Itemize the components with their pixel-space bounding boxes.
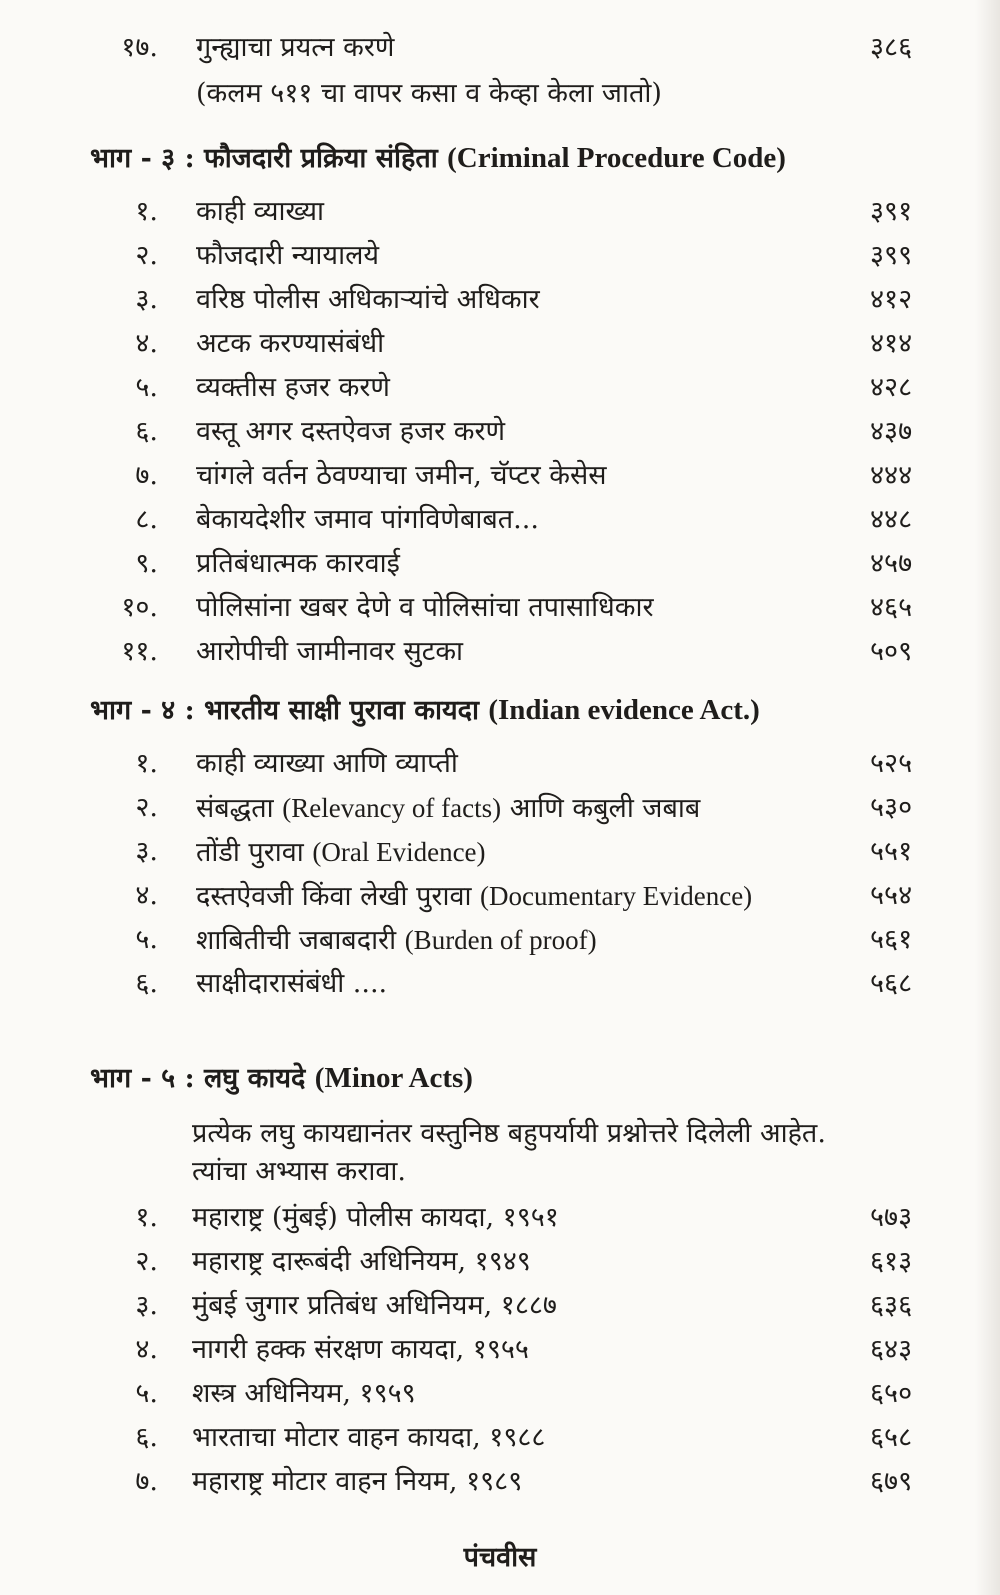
entry-number: ६. (135, 416, 158, 447)
entry-title: पोलिसांना खबर देणे व पोलिसांचा तपासाधिकार (196, 592, 654, 623)
entry-page: ४६५ (870, 592, 913, 623)
toc-entry (0, 832, 1000, 872)
entry-title: मुंबई जुगार प्रतिबंध अधिनियम, १८८७ (192, 1290, 557, 1321)
entry-page: ६५० (870, 1378, 913, 1409)
entry-number: २. (135, 792, 158, 823)
entry-page: ६४३ (870, 1334, 913, 1365)
part3-heading-devanagari: भाग - ३ : फौजदारी प्रक्रिया संहिता (90, 143, 438, 174)
entry-number: ६. (135, 1422, 158, 1453)
toc-entry (0, 1286, 1000, 1326)
entry-title: महाराष्ट्र (मुंबई) पोलीस कायदा, १९५१ (192, 1202, 559, 1233)
entry-page: ३८६ (870, 32, 913, 63)
entry-page: ५६८ (870, 968, 913, 999)
entry-page: ५२५ (870, 748, 913, 779)
entry-page: ४१४ (870, 328, 913, 359)
entry-title: अटक करण्यासंबंधी (196, 328, 385, 359)
toc-entry (0, 28, 1000, 68)
entry-number: २. (135, 240, 158, 271)
entry-number: २. (135, 1246, 158, 1277)
entry-number: ३. (135, 284, 158, 315)
entry-title: दस्तऐवजी किंवा लेखी पुरावा (Documentary Evidence) (196, 881, 753, 912)
entry-number: १. (135, 748, 158, 779)
entry-number: १०. (121, 592, 158, 623)
entry-number: ९. (135, 548, 158, 579)
entry-number: १. (135, 196, 158, 227)
entry-number: ५. (135, 924, 158, 955)
entry-title: वरिष्ठ पोलीस अधिकाऱ्यांचे अधिकार (196, 284, 540, 315)
part3-heading (90, 138, 786, 179)
entry-number: ४. (135, 880, 158, 911)
entry-page: ६१३ (870, 1246, 913, 1277)
page-footer: पंचवीस (463, 1542, 537, 1573)
toc-entry (0, 1418, 1000, 1458)
toc-entry (0, 280, 1000, 320)
part4-heading (90, 690, 760, 731)
entry-title: तोंडी पुरावा (Oral Evidence) (196, 837, 486, 868)
entry-number: ३. (135, 836, 158, 867)
entry-title: शाबितीची जबाबदारी (Burden of proof) (196, 925, 597, 956)
entry-page: ४१२ (870, 284, 913, 315)
toc-entry (0, 920, 1000, 960)
entry-title: संबद्धता (Relevancy of facts) आणि कबुली जबाब (196, 793, 701, 824)
entry-page: ४४८ (870, 504, 913, 535)
entry-number: ८. (135, 504, 158, 535)
entry-page: ६३६ (870, 1290, 913, 1321)
entry-number: ३. (135, 1290, 158, 1321)
toc-entry (0, 744, 1000, 784)
entry-title: फौजदारी न्यायालये (196, 240, 380, 271)
part5-intro-line1: प्रत्येक लघु कायद्यानंतर वस्तुनिष्ठ बहुपर्यायी प्रश्नोत्तरे दिलेली आहेत. (192, 1118, 826, 1149)
entry-number: ११. (121, 636, 158, 667)
entry-title: महाराष्ट्र मोटार वाहन नियम, १९८९ (192, 1466, 523, 1497)
entry-title: वस्तू अगर दस्तऐवज हजर करणे (196, 416, 506, 447)
entry-title: काही व्याख्या आणि व्याप्ती (196, 748, 458, 779)
part3-heading-english: (Criminal Procedure Code) (447, 142, 786, 174)
entry-number: ५. (135, 372, 158, 403)
entry-title: महाराष्ट्र दारूबंदी अधिनियम, १९४९ (192, 1246, 531, 1277)
entry-title: शस्त्र अधिनियम, १९५९ (192, 1378, 416, 1409)
toc-entry (0, 1242, 1000, 1282)
entry-number: ५. (135, 1378, 158, 1409)
entry-page: ४३७ (870, 416, 913, 447)
toc-entry (0, 236, 1000, 276)
entry-number: ४. (135, 328, 158, 359)
toc-entry (0, 500, 1000, 540)
entry-page: ५५१ (870, 836, 913, 867)
entry-title: गुन्ह्याचा प्रयत्न करणे (196, 32, 395, 63)
part5-heading-english: (Minor Acts) (314, 1062, 473, 1094)
toc-entry (0, 368, 1000, 408)
part4-heading-devanagari: भाग - ४ : भारतीय साक्षी पुरावा कायदा (90, 695, 479, 726)
page-edge-shadow (975, 0, 1000, 1595)
toc-entry (0, 632, 1000, 672)
entry-page: ३९१ (870, 196, 913, 227)
toc-entry (0, 588, 1000, 628)
toc-entry (0, 544, 1000, 584)
entry-page: ६७९ (870, 1466, 913, 1497)
entry-page: ३९९ (870, 240, 913, 271)
entry-title: साक्षीदारासंबंधी .... (196, 968, 388, 999)
toc-entry (0, 1462, 1000, 1502)
toc-entry (0, 964, 1000, 1004)
entry-number: ६. (135, 968, 158, 999)
entry-number: ७. (135, 1466, 158, 1497)
toc-entry (0, 1374, 1000, 1414)
entry-title: व्यक्तीस हजर करणे (196, 372, 390, 403)
entry-title: काही व्याख्या (196, 196, 324, 227)
part5-heading (90, 1058, 473, 1099)
entry-title: आरोपीची जामीनावर सुटका (196, 636, 464, 667)
entry-page: ५६१ (870, 924, 913, 955)
entry-page: ४४४ (870, 460, 913, 491)
toc-entry (0, 456, 1000, 496)
entry-number: ४. (135, 1334, 158, 1365)
entry-note: (कलम ५११ चा वापर कसा व केव्हा केला जातो) (196, 78, 662, 109)
entry-page: ५५४ (870, 880, 913, 911)
entry-page: ६५८ (870, 1422, 913, 1453)
entry-title: बेकायदेशीर जमाव पांगविणेबाबत... (196, 504, 539, 535)
entry-title: भारताचा मोटार वाहन कायदा, १९८८ (192, 1422, 546, 1453)
entry-page: ५३० (870, 792, 913, 823)
entry-page: ५०९ (870, 636, 913, 667)
toc-entry (0, 324, 1000, 364)
toc-entry (0, 412, 1000, 452)
entry-number: १. (135, 1202, 158, 1233)
part5-intro-line2: त्यांचा अभ्यास करावा. (192, 1156, 406, 1187)
entry-page: ४५७ (870, 548, 913, 579)
entry-number: ७. (135, 460, 158, 491)
entry-page: ४२८ (870, 372, 913, 403)
entry-number: १७. (121, 32, 158, 63)
toc-entry (0, 788, 1000, 828)
entry-title: प्रतिबंधात्मक कारवाई (196, 548, 400, 579)
part4-heading-english: (Indian evidence Act.) (488, 694, 760, 726)
toc-entry (0, 192, 1000, 232)
toc-entry (0, 1330, 1000, 1370)
entry-title: चांगले वर्तन ठेवण्याचा जमीन, चॅप्टर केसेस (196, 460, 607, 491)
toc-entry (0, 876, 1000, 916)
entry-page: ५७३ (870, 1202, 913, 1233)
entry-title: नागरी हक्क संरक्षण कायदा, १९५५ (192, 1334, 529, 1365)
toc-entry (0, 1198, 1000, 1238)
part5-heading-devanagari: भाग - ५ : लघु कायदे (90, 1063, 306, 1094)
